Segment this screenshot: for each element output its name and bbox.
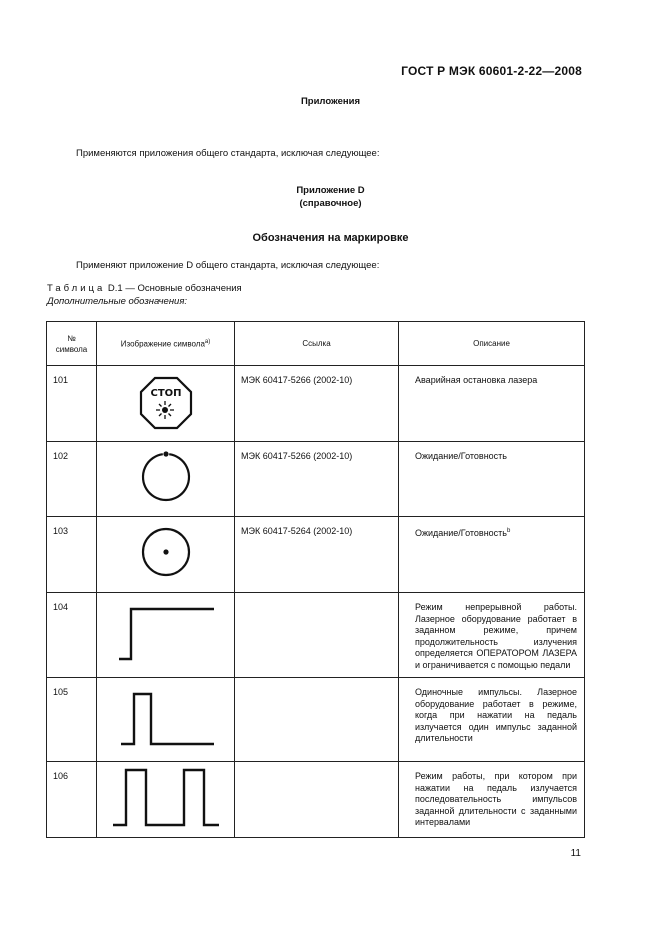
annex-d-title: Приложение D: [296, 185, 365, 196]
symbols-table: [46, 321, 585, 838]
reference-cell: МЭК 60417-5264 (2002-10): [235, 517, 399, 593]
row-number: 104: [47, 593, 97, 678]
reference-cell: МЭК 60417-5266 (2002-10): [235, 366, 399, 442]
table-row: [47, 678, 585, 762]
annexes-title: Приложения: [300, 96, 361, 107]
row-number: 103: [47, 517, 97, 593]
footnote-mark: b: [506, 528, 511, 534]
continuous-step-icon: [116, 604, 216, 664]
description-cell: Режим работы, при котором при нажатии на педаль излучается последовательность импульсов заданной длительности с заданными интервалами: [399, 762, 585, 838]
table-row: [47, 762, 585, 838]
ready-circle-dot-icon: [138, 524, 194, 580]
description-cell: Ожидание/Готовность$^b$: [399, 517, 585, 593]
annex-d-heading: [0, 184, 661, 210]
symbol-cell: [97, 593, 235, 678]
row-number: 101: [47, 366, 97, 442]
row-number: 102: [47, 442, 97, 517]
annexes-intro: Применяются приложения общего стандарта, исключая следующее:: [76, 148, 380, 159]
table-caption: [47, 283, 242, 294]
description-cell: Одиночные импульсы. Лазерное оборудование работает в режиме, когда при нажатии на педаль излучается один импульс заданной длительности: [399, 678, 585, 762]
header-reference: Ссылка: [235, 322, 399, 366]
pulse-train-icon: [111, 765, 221, 831]
header-image: Изображение символа$^{a)}$: [97, 322, 235, 366]
row-number: 105: [47, 678, 97, 762]
symbol-cell: [97, 366, 235, 442]
reference-cell: [235, 593, 399, 678]
table-caption-text: D.1 — Основные обозначения: [107, 283, 242, 294]
symbol-cell: [97, 442, 235, 517]
description-cell: Ожидание/Готовность: [399, 442, 585, 517]
table-subcaption: Дополнительные обозначения:: [47, 296, 188, 307]
symbol-cell: [97, 762, 235, 838]
section-title: Обозначения на маркировке: [252, 232, 409, 244]
reference-cell: [235, 678, 399, 762]
single-pulse-icon: [116, 689, 216, 749]
table-row: [47, 366, 585, 442]
reference-cell: МЭК 60417-5266 (2002-10): [235, 442, 399, 517]
table-caption-label: Таблица: [47, 283, 106, 294]
standby-circle-icon: [138, 449, 194, 505]
description-cell: Режим непрерывной работы. Лазерное оборудование работает в заданном режиме, причем продолжительность излучения определяется ОПЕРАТОРОМ ЛАЗЕРА и ограничивается с помощью педали: [399, 593, 585, 678]
page-number: 11: [570, 848, 581, 859]
description-cell: Аварийная остановка лазера: [399, 366, 585, 442]
stop-octagon-icon: [138, 375, 194, 431]
header-number: № символа: [47, 322, 97, 366]
stop-label: СТОП: [149, 388, 182, 399]
table-row: [47, 593, 585, 678]
reference-cell: [235, 762, 399, 838]
symbol-cell: [97, 517, 235, 593]
table-header-row: [47, 322, 585, 366]
section-intro: Применяют приложение D общего стандарта, исключая следующее:: [76, 260, 380, 271]
annex-d-kind: (справочное): [299, 198, 362, 209]
table-row: [47, 517, 585, 593]
row-number: 106: [47, 762, 97, 838]
symbol-cell: [97, 678, 235, 762]
document-header: ГОСТ Р МЭК 60601-2-22—2008: [401, 64, 582, 78]
table-row: [47, 442, 585, 517]
header-description: Описание: [399, 322, 585, 366]
